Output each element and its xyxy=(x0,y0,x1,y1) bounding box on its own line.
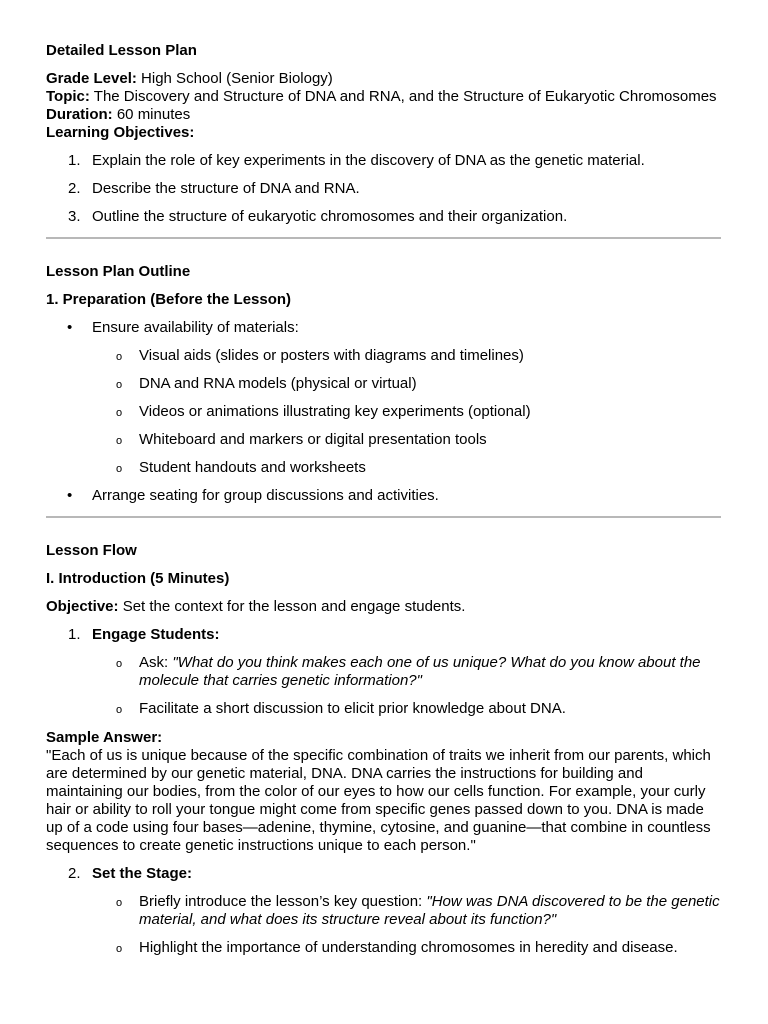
grade-level xyxy=(46,70,722,88)
sample-answer-text: "Each of us is unique because of the specific combination of traits we inherit from our parents, which are determined by our genetic material, DNA. DNA carries the instructions for building and maintaining our bodies, from the color of our eyes to how our cells function. For example, your curly hair or ability to roll your tongue might come from specific genes passed down to you. DNA is made up of a code using four bases—adenine, thymine, cytosine, and guanine—that combine in countless sequences to create genetic instructions unique to each person." xyxy=(46,747,711,854)
objective-text: Explain the role of key experiments in the discovery of DNA as the genetic material. xyxy=(92,152,645,169)
list-number: 1. xyxy=(68,152,81,169)
step-set-the-stage xyxy=(46,865,722,883)
bullet-marker: • xyxy=(67,487,73,504)
lesson-flow-heading: Lesson Flow xyxy=(46,542,137,559)
material-text: DNA and RNA models (physical or virtual) xyxy=(139,375,417,392)
circle-marker: o xyxy=(116,897,123,909)
circle-marker: o xyxy=(116,943,123,955)
preparation-list xyxy=(46,319,722,337)
circle-marker: o xyxy=(116,658,123,670)
document-title: Detailed Lesson Plan xyxy=(46,42,197,59)
list-item-text: Arrange seating for group discussions and activities. xyxy=(92,487,439,504)
topic-value: The Discovery and Structure of DNA and RNA, and the Structure of Eukaryotic Chromosomes xyxy=(89,88,717,105)
objective-line xyxy=(46,598,722,616)
engage-text: Facilitate a short discussion to elicit prior knowledge about DNA. xyxy=(139,700,566,717)
ask-prefix: Ask: xyxy=(139,654,173,671)
list-number: 3. xyxy=(68,208,81,225)
list-number: 2. xyxy=(68,865,81,882)
topic-label: Topic: xyxy=(46,88,90,105)
engage-item xyxy=(46,654,722,690)
material-text: Whiteboard and markers or digital presentation tools xyxy=(139,431,487,448)
list-number: 2. xyxy=(68,180,81,197)
objective-label: Objective: xyxy=(46,598,119,615)
circle-marker: o xyxy=(116,407,123,419)
duration xyxy=(46,106,722,124)
materials-list xyxy=(46,347,722,477)
divider xyxy=(46,516,721,518)
objectives-label: Learning Objectives: xyxy=(46,124,195,141)
list-item-text: Ensure availability of materials: xyxy=(92,319,299,336)
circle-marker: o xyxy=(116,463,123,475)
objectives-list xyxy=(46,152,722,226)
objective-item xyxy=(46,180,722,198)
sample-answer-label: Sample Answer: xyxy=(46,729,163,746)
duration-value: 60 minutes xyxy=(112,106,191,123)
material-text: Visual aids (slides or posters with diagrams and timelines) xyxy=(139,347,524,364)
list-item xyxy=(46,487,722,505)
engage-item xyxy=(46,700,722,718)
grade-level-label: Grade Level: xyxy=(46,70,137,87)
material-item xyxy=(46,347,722,365)
introduction-heading: I. Introduction (5 Minutes) xyxy=(46,570,230,587)
preparation-heading: 1. Preparation (Before the Lesson) xyxy=(46,291,292,308)
divider xyxy=(46,237,721,239)
material-text: Videos or animations illustrating key experiments (optional) xyxy=(139,403,531,420)
step-title: Set the Stage: xyxy=(92,865,193,882)
list-item xyxy=(46,319,722,337)
stage-prefix: Briefly introduce the lesson’s key question: xyxy=(139,893,427,910)
stage-list xyxy=(46,893,722,957)
circle-marker: o xyxy=(116,379,123,391)
ask-quote: "What do you think makes each one of us unique? What do you know about the molecule that carries genetic information?" xyxy=(139,654,701,689)
material-item xyxy=(46,403,722,421)
duration-label: Duration: xyxy=(46,106,113,123)
objective-item xyxy=(46,152,722,170)
step-title: Engage Students: xyxy=(92,626,220,643)
stage-text: Highlight the importance of understanding chromosomes in heredity and disease. xyxy=(139,939,678,956)
circle-marker: o xyxy=(116,351,123,363)
stage-item xyxy=(46,939,722,957)
outline-heading: Lesson Plan Outline xyxy=(46,263,191,280)
circle-marker: o xyxy=(116,704,123,716)
list-number: 1. xyxy=(68,626,81,643)
stage-item xyxy=(46,893,722,929)
objective-text: Describe the structure of DNA and RNA. xyxy=(92,180,360,197)
material-item xyxy=(46,459,722,477)
step-engage-students xyxy=(46,626,722,644)
objective-value: Set the context for the lesson and engage students. xyxy=(118,598,466,615)
bullet-marker: • xyxy=(67,319,73,336)
circle-marker: o xyxy=(116,435,123,447)
topic xyxy=(46,88,722,106)
grade-level-value: High School (Senior Biology) xyxy=(136,70,333,87)
material-item xyxy=(46,375,722,393)
material-item xyxy=(46,431,722,449)
objective-item xyxy=(46,208,722,226)
objective-text: Outline the structure of eukaryotic chromosomes and their organization. xyxy=(92,208,568,225)
stage-quote: "How was DNA discovered to be the genetic material, and what does its structure reveal about its function?" xyxy=(139,893,720,928)
preparation-list-continued xyxy=(46,487,722,505)
material-text: Student handouts and worksheets xyxy=(139,459,366,476)
engage-list xyxy=(46,654,722,718)
